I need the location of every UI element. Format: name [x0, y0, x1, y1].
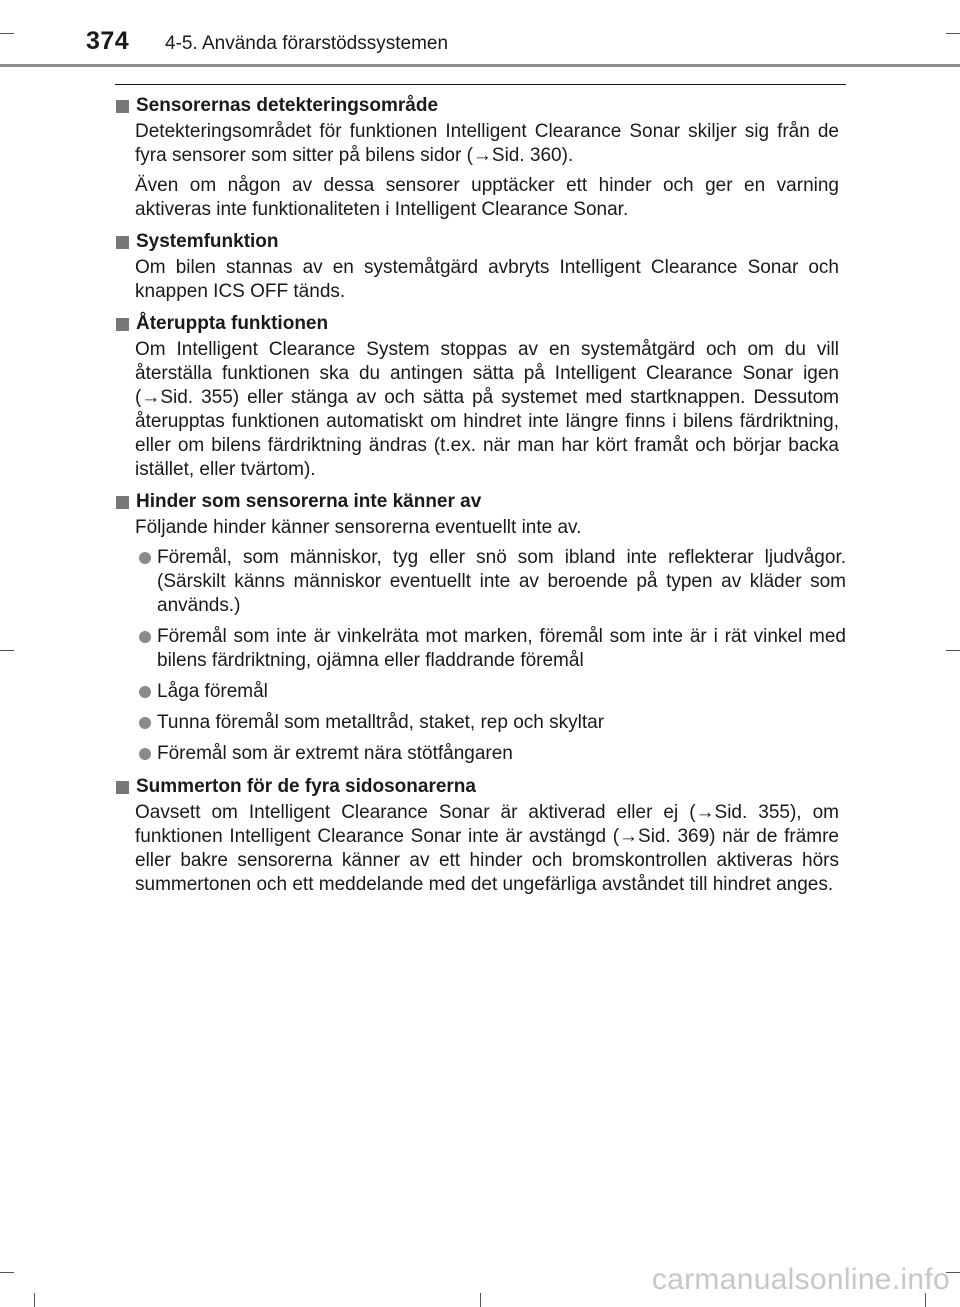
- section-heading: [115, 310, 846, 338]
- crop-mark: [0, 650, 14, 651]
- list-item-text: Föremål som inte är vinkelräta mot marken, föremål som inte är i rät vinkel med bilens färdriktning, ojämna eller fladdrande föremål: [157, 626, 846, 671]
- paragraph: Detekteringsområdet för funktionen Intelligent Clearance Sonar skiljer sig från de fyra sensorer som sitter på bilens sidor (→Sid. 360).: [135, 121, 839, 166]
- square-bullet-icon: [116, 100, 129, 113]
- crop-mark: [0, 1272, 14, 1273]
- circle-bullet-icon: [139, 717, 151, 729]
- bullet-list: [137, 546, 846, 766]
- section-detection-area: [115, 92, 846, 222]
- circle-bullet-icon: [139, 631, 151, 643]
- list-item-text: Låga föremål: [157, 681, 268, 702]
- section-heading: [115, 92, 846, 120]
- circle-bullet-icon: [139, 748, 151, 760]
- section-side-sonar-buzzer: [115, 773, 846, 897]
- section-system-function: [115, 228, 846, 304]
- circle-bullet-icon: [139, 552, 151, 564]
- section-heading-text: Hinder som sensorerna inte känner av: [136, 491, 482, 512]
- header-bar: [0, 64, 960, 67]
- section-resume-function: [115, 310, 846, 482]
- page-number: 374: [86, 27, 130, 55]
- paragraph: Om Intelligent Clearance System stoppas av en systemåtgärd och om du vill återställa funktionen ska du antingen sätta på Intelligent Clearance Sonar igen (→Sid. 355) eller stänga av och sätta på systemet med startknappen. Dessutom återupptas funktionen automatiskt om hindret inte längre finns i bilens färdriktning, eller om bilens färdriktning ändras (t.ex. när man har kört framåt och börjar backa istället, eller tvärtom).: [135, 339, 839, 480]
- section-undetected-obstacles: [115, 488, 846, 766]
- paragraph: Om bilen stannas av en systemåtgärd avbryts Intelligent Clearance Sonar och knappen ICS OFF tänds.: [135, 257, 839, 302]
- paragraph: Följande hinder känner sensorerna eventuellt inte av.: [135, 517, 582, 538]
- section-heading-text: Sensorernas detekteringsområde: [136, 95, 439, 116]
- list-item: [137, 625, 846, 673]
- list-item: [137, 680, 846, 704]
- list-item: [137, 546, 846, 618]
- section-heading: [115, 228, 846, 256]
- watermark: carmanualsonline.info: [651, 1263, 950, 1296]
- section-heading-text: Summerton för de fyra sidosonarerna: [136, 776, 476, 797]
- list-item: [137, 711, 846, 735]
- crop-mark: [946, 650, 960, 651]
- paragraph: Även om någon av dessa sensorer upptäcker ett hinder och ger en varning aktiveras inte funktionaliteten i Intelligent Clearance Sonar.: [135, 175, 839, 220]
- section-heading-text: Återuppta funktionen: [136, 313, 329, 334]
- square-bullet-icon: [116, 781, 129, 794]
- square-bullet-icon: [116, 496, 129, 509]
- circle-bullet-icon: [139, 686, 151, 698]
- square-bullet-icon: [116, 236, 129, 249]
- paragraph: Oavsett om Intelligent Clearance Sonar är aktiverad eller ej (→Sid. 355), om funktionen Intelligent Clearance Sonar inte är avstängd (→Sid. 369) när de främre eller bakre sensorerna känner av ett hinder och bromskontrollen aktiveras hörs summertonen och ett meddelande med det ungefärliga avståndet till hindret anges.: [135, 802, 839, 895]
- crop-mark: [480, 1293, 481, 1307]
- top-rule: [115, 84, 846, 85]
- list-item-text: Tunna föremål som metalltråd, staket, rep och skyltar: [157, 712, 605, 733]
- section-heading: [115, 773, 846, 801]
- square-bullet-icon: [116, 318, 129, 331]
- page-content: [115, 92, 846, 903]
- list-item-text: Föremål, som människor, tyg eller snö som ibland inte reflekterar ljudvågor. (Särskilt känns människor eventuellt inte av beroende på typen av kläder som används.): [157, 547, 846, 616]
- list-item: [137, 742, 846, 766]
- section-heading-text: Systemfunktion: [136, 231, 279, 252]
- section-title: 4-5. Använda förarstödssystemen: [165, 33, 449, 54]
- crop-mark: [34, 1293, 35, 1307]
- page-header: [0, 0, 960, 70]
- section-heading: [115, 488, 846, 516]
- list-item-text: Föremål som är extremt nära stötfångaren: [157, 743, 513, 764]
